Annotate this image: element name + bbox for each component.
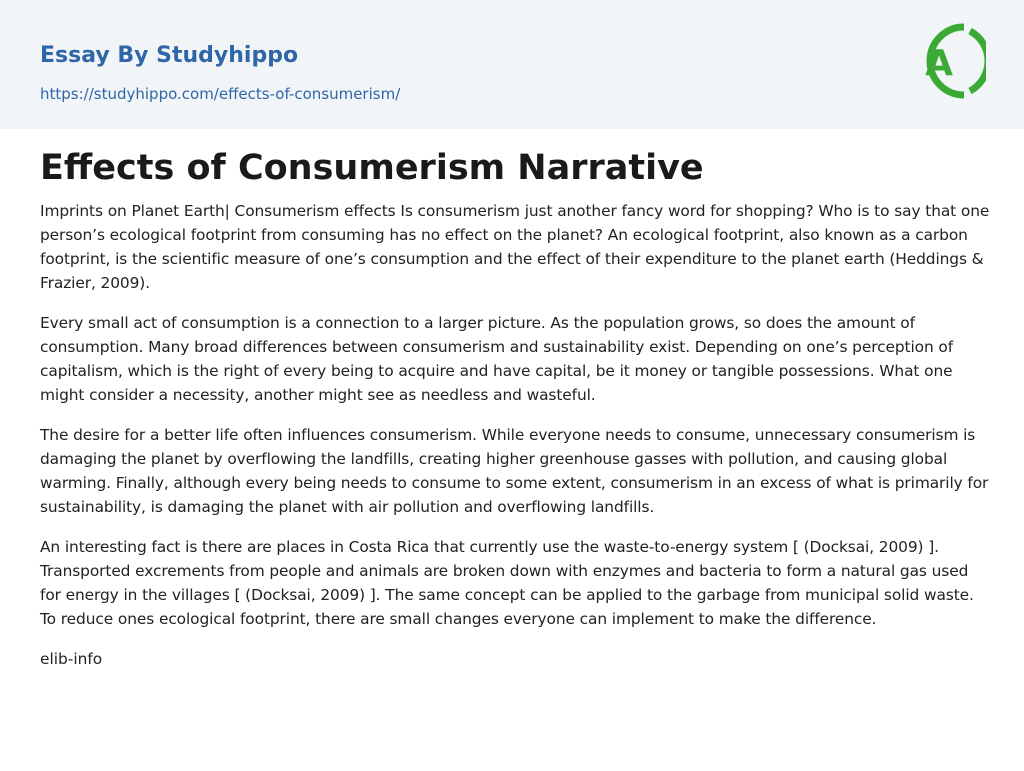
paragraph-3: The desire for a better life often influences consumerism. While everyone needs to consume, unnecessary consumerism is damaging the planet by overflowing the landfills, creating higher greenhouse gasses with pollution, and causing global warming. Finally, although every being needs to consume to some extent, consumerism in an excess of what is primarily for sustainability, is damaging the planet with air pollution and overflowing landfills. [40, 426, 989, 516]
logo-letter: A [925, 43, 953, 84]
paragraph-1: Imprints on Planet Earth| Consumerism effects Is consumerism just another fancy word for shopping? Who is to say that one person’s ecological footprint from consuming has no effect on the planet? An ecological footprint, also known as a carbon footprint, is the scientific measure of one’s consumption and the effect of their expenditure to the planet earth (Heddings & Frazier, 2009). [40, 202, 990, 292]
paragraph-2: Every small act of consumption is a connection to a larger picture. As the population grows, so does the amount of consumption. Many broad differences between consumerism and sustainability exist. Depending on one’s perception of capitalism, which is the right of every being to acquire and have capital, be it money or tangible possessions. What one might consider a necessity, another might see as needless and wasteful. [40, 314, 954, 404]
page-title: Effects of Consumerism Narrative [40, 148, 704, 188]
source-label: elib-info [40, 650, 103, 668]
studyhippo-logo-icon[interactable] [912, 19, 986, 105]
site-header [0, 0, 1024, 129]
paragraph-4: An interesting fact is there are places in Costa Rica that currently use the waste-to-energy system [ (Docksai, 2009) ]. Transported excrements from people and animals are broken down with enzymes and bacteria to form a natural gas used for energy in the villages [ (Docksai, 2009) ]. The same concept can be applied to the garbage from municipal solid waste. To reduce ones ecological footprint, there are small changes everyone can implement to make the difference. [40, 538, 974, 628]
site-title: Essay By Studyhippo [40, 43, 299, 68]
article-url-link[interactable]: https://studyhippo.com/effects-of-consumerism/ [40, 85, 401, 103]
article-body [40, 143, 990, 671]
